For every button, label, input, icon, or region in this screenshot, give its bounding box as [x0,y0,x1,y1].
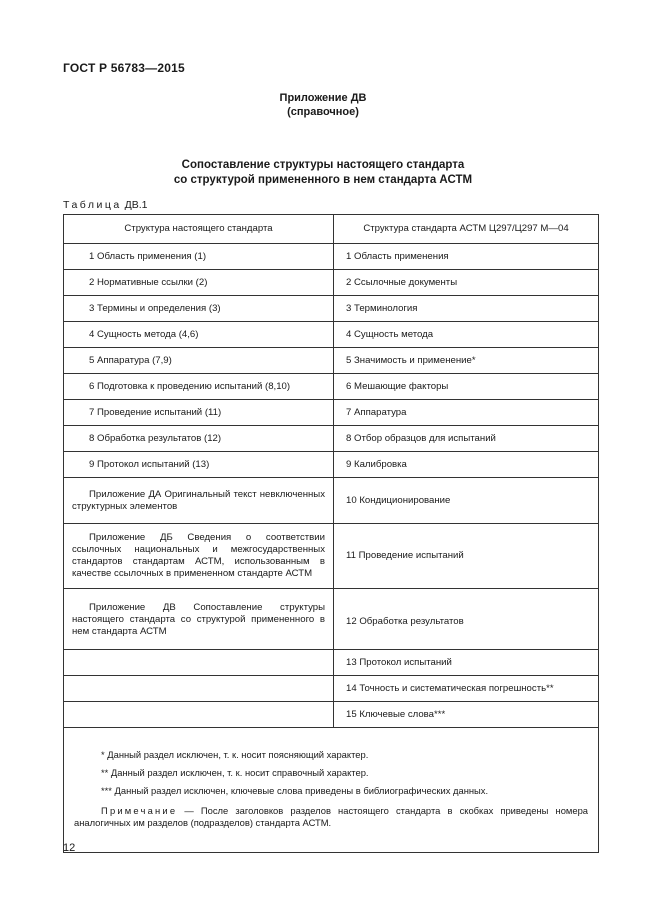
table-cell: 5 Аппаратура (7,9) [64,348,334,374]
table-cell: 6 Мешающие факторы [334,374,599,400]
table-cell: 7 Аппаратура [334,400,599,426]
footnote: ** Данный раздел исключен, т. к. носит справочный характер. [101,767,369,778]
header-cell-astm: Структура стандарта АСТМ Ц297/Ц297 М—04 [334,215,599,244]
table-caption-id: ДВ.1 [124,199,148,211]
note-label: Примечание [101,805,178,816]
table-row [64,650,599,676]
table-cell-empty [64,650,334,676]
table-row [64,524,599,589]
appendix-title: Приложение ДВ [279,92,367,104]
page-number: 12 [63,842,76,854]
table-cell: 2 Нормативные ссылки (2) [64,270,334,296]
table-cell: 10 Кондиционирование [334,478,599,524]
table-cell: 8 Обработка результатов (12) [64,426,334,452]
table-cell: 1 Область применения [334,244,599,270]
footnotes-cell [64,728,599,853]
table-row [64,348,599,374]
table-row [64,676,599,702]
table-cell: 3 Термины и определения (3) [64,296,334,322]
table-cell: 3 Терминология [334,296,599,322]
table-cell-empty [64,702,334,728]
section-title-line-2: со структурой примененного в нем стандарта АСТМ [173,174,473,186]
table-cell: 9 Калибровка [334,452,599,478]
table-cell: Приложение ДБ Сведения о соответствии ссылочных национальных и межгосударственных стандартов стандартам АСТМ, использованным в качестве ссылочных в примененном стандарте АСТМ [64,524,334,589]
table-row [64,452,599,478]
table-row [64,400,599,426]
table-row [64,702,599,728]
table-caption-word: Таблица [63,199,122,211]
appendix-subtitle: (справочное) [287,106,359,118]
table-cell: 2 Ссылочные документы [334,270,599,296]
footnote: *** Данный раздел исключен, ключевые слова приведены в библиографических данных. [101,785,489,796]
table-cell: 7 Проведение испытаний (11) [64,400,334,426]
table-cell: Приложение ДВ Сопоставление структуры настоящего стандарта со структурой примененного в нем стандарта АСТМ [64,589,334,650]
comparison-table [63,214,599,853]
table-cell: 1 Область применения (1) [64,244,334,270]
footnotes-row [64,728,599,853]
note-text: — После заголовков разделов настоящего стандарта в скобках приведены номера аналогичных им разделов (подразделов) стандарта АСТМ. [74,805,588,828]
table-cell: 12 Обработка результатов [334,589,599,650]
table-row [64,296,599,322]
table-cell: 9 Протокол испытаний (13) [64,452,334,478]
table-cell: 8 Отбор образцов для испытаний [334,426,599,452]
table-cell: Приложение ДА Оригинальный текст невключенных структурных элементов [64,478,334,524]
table-cell: 14 Точность и систематическая погрешность** [334,676,599,702]
table-row [64,374,599,400]
document-code: ГОСТ Р 56783—2015 [63,61,185,75]
table-cell: 5 Значимость и применение* [334,348,599,374]
header-cell-national: Структура настоящего стандарта [64,215,334,244]
table-cell-empty [64,676,334,702]
table-cell: 15 Ключевые слова*** [334,702,599,728]
table-row [64,244,599,270]
table-cell: 13 Протокол испытаний [334,650,599,676]
footnote: * Данный раздел исключен, т. к. носит поясняющий характер. [101,749,369,760]
table-note [74,805,588,829]
table-row [64,322,599,348]
table-cell: 4 Сущность метода (4,6) [64,322,334,348]
table-header-row [64,215,599,244]
section-title-line-1: Сопоставление структуры настоящего стандарта [181,159,465,171]
table-row [64,426,599,452]
table-cell: 6 Подготовка к проведению испытаний (8,10) [64,374,334,400]
table-row [64,270,599,296]
table-cell: 11 Проведение испытаний [334,524,599,589]
table-row [64,589,599,650]
table-row [64,478,599,524]
table-caption [63,199,147,211]
table-cell: 4 Сущность метода [334,322,599,348]
